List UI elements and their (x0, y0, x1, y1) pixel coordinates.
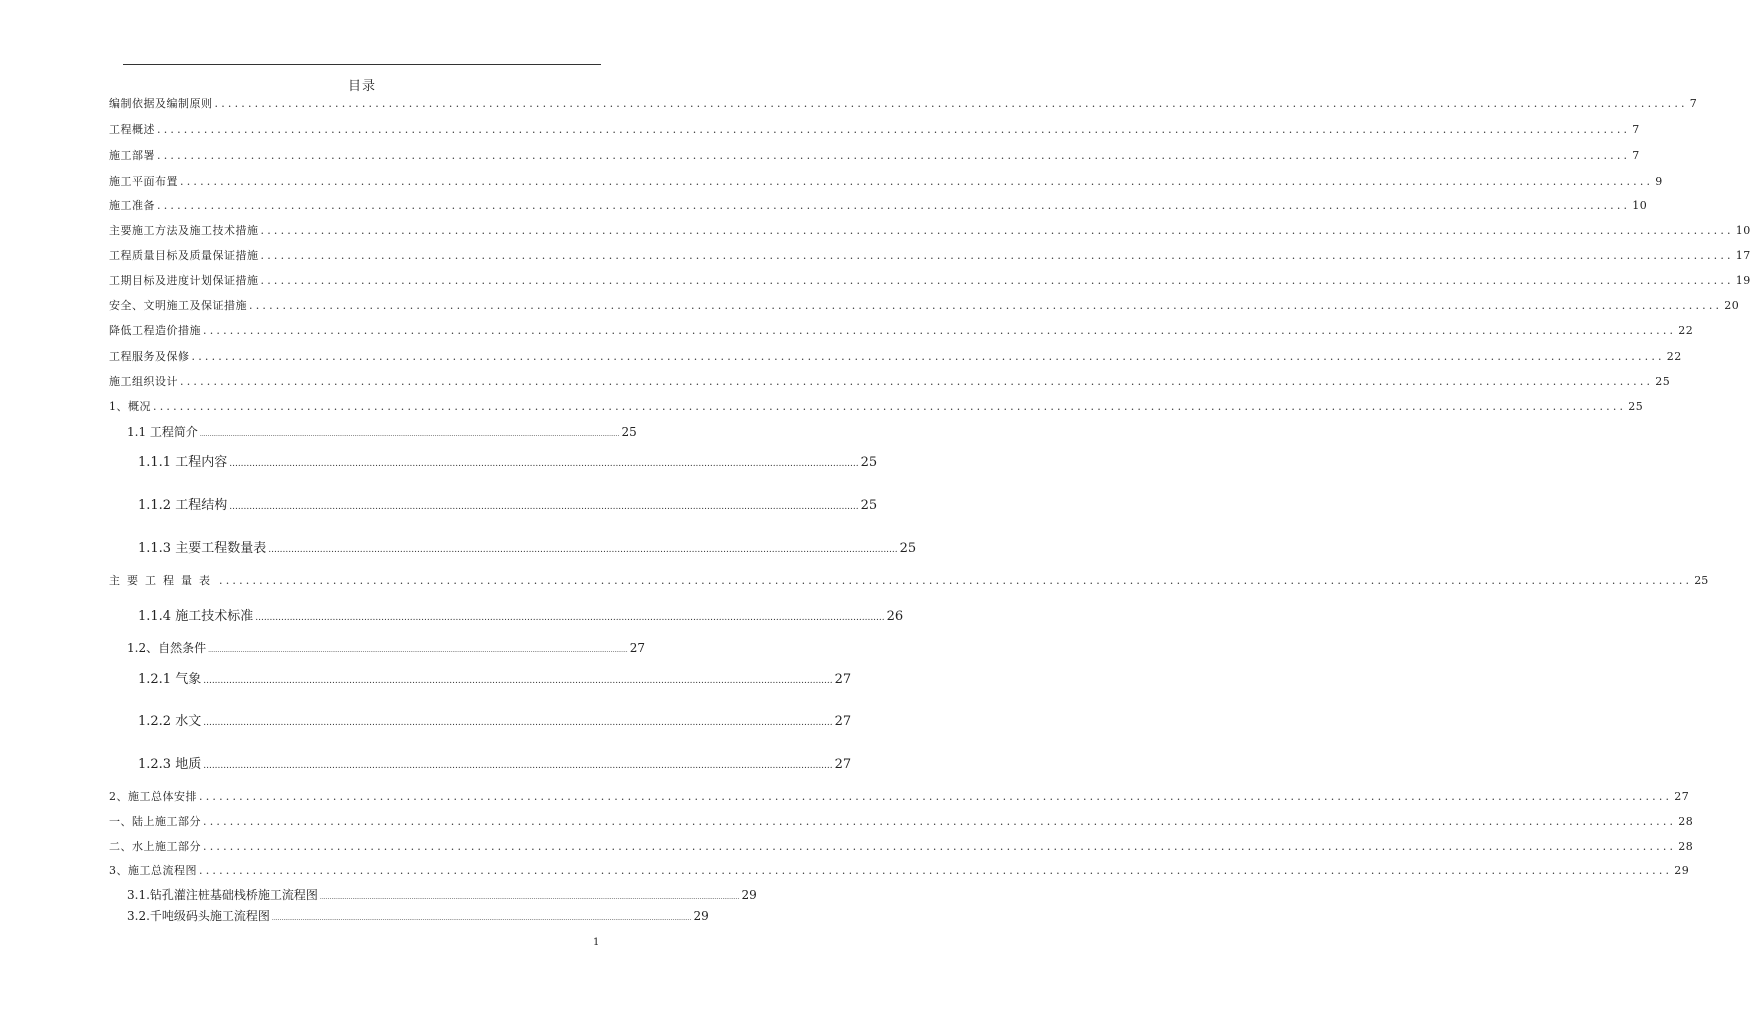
toc-leader: ............................................................................................................................................................................................................................ (208, 647, 628, 654)
toc-leader: ............................................................................................................................................................................................................................ (203, 718, 833, 728)
toc-leader: ............................................................................................................................................................................................................................ (203, 840, 1677, 853)
toc-leader: ............................................................................................................................................................................................................................ (199, 790, 1673, 803)
toc-entry-page: 27 (834, 672, 852, 687)
toc-entry-text: 施工组织设计 (109, 375, 178, 388)
toc-entry-page: 25 (1694, 574, 1709, 587)
toc-leader: ............................................................................................................................................................................................................................ (199, 431, 620, 438)
toc-entry-text: 1.1.3 主要工程数量表 (138, 541, 267, 556)
toc-entry-page: 26 (886, 609, 904, 624)
toc-entry-page: 25 (621, 425, 637, 439)
toc-leader: ............................................................................................................................................................................................................................ (255, 613, 885, 623)
toc-entry-text: 一、陆上施工部分 (109, 815, 201, 828)
toc-entry[interactable] (109, 272, 1751, 288)
toc-leader: ............................................................................................................................................................................................................................ (268, 545, 898, 555)
toc-entry-text: 1.2.3 地质 (138, 757, 202, 772)
toc-title: 目录 (347, 79, 376, 94)
toc-leader: ............................................................................................................................................................................................................................ (157, 123, 1631, 136)
toc-entry-page: 29 (693, 909, 709, 923)
toc-entry-text: 降低工程造价措施 (109, 324, 201, 337)
toc-entry[interactable] (109, 373, 1671, 389)
toc-entry-text: 1.2.2 水文 (138, 714, 202, 729)
toc-entry-text: 1.1.4 施工技术标准 (138, 609, 254, 624)
toc-entry[interactable] (127, 886, 757, 903)
toc-entry[interactable] (127, 423, 637, 440)
toc-entry[interactable] (109, 838, 1694, 854)
toc-entry-page: 7 (1689, 97, 1698, 110)
toc-entry-text: 施工准备 (109, 199, 155, 212)
toc-entry[interactable] (127, 639, 645, 656)
toc-entry[interactable] (109, 173, 1663, 189)
toc-entry-page: 27 (1674, 790, 1690, 803)
toc-entry-text: 主要工程量表 (109, 574, 217, 587)
toc-entry[interactable] (109, 322, 1694, 338)
toc-entry-page: 25 (860, 455, 878, 470)
toc-entry[interactable] (138, 537, 917, 556)
toc-entry-text: 3、施工总流程图 (109, 864, 197, 877)
toc-leader: ............................................................................................................................................................................................................................ (260, 249, 1734, 262)
toc-leader: ............................................................................................................................................................................................................................ (180, 175, 1654, 188)
toc-entry[interactable] (138, 710, 852, 729)
toc-leader: ............................................................................................................................................................................................................................ (260, 274, 1734, 287)
toc-entry-page: 25 (899, 541, 917, 556)
toc-leader: ............................................................................................................................................................................................................................ (199, 864, 1673, 877)
toc-entry[interactable] (109, 348, 1682, 364)
toc-entry-text: 3.2.千吨级码头施工流程图 (127, 909, 270, 923)
toc-entry-page: 27 (834, 714, 852, 729)
header-rule (123, 64, 601, 65)
toc-entry-page: 29 (1674, 864, 1690, 877)
toc-entry-text: 安全、文明施工及保证措施 (109, 299, 247, 312)
toc-entry[interactable] (138, 753, 852, 772)
toc-entry[interactable] (109, 813, 1694, 829)
toc-leader: ............................................................................................................................................................................................................................ (153, 400, 1627, 413)
toc-entry[interactable] (138, 451, 878, 470)
toc-entry-page: 20 (1724, 299, 1740, 312)
toc-entry-text: 工程概述 (109, 123, 155, 136)
toc-entry[interactable] (109, 147, 1640, 163)
toc-entry-text: 2、施工总体安排 (109, 790, 197, 803)
toc-entry-text: 二、水上施工部分 (109, 840, 201, 853)
toc-entry-text: 施工平面布置 (109, 175, 178, 188)
toc-entry-page: 25 (1628, 400, 1644, 413)
toc-leader: ............................................................................................................................................................................................................................ (191, 350, 1665, 363)
toc-entry-page: 22 (1666, 350, 1682, 363)
toc-entry[interactable] (109, 398, 1644, 414)
toc-entry-text: 编制依据及编制原则 (109, 97, 213, 110)
toc-entry-text: 1.2、自然条件 (127, 641, 207, 655)
toc-entry-text: 1、概况 (109, 400, 151, 413)
toc-entry[interactable] (138, 605, 904, 624)
toc-entry-page: 17 (1735, 249, 1751, 262)
toc-leader: ............................................................................................................................................................................................................................ (203, 815, 1677, 828)
toc-entry-page: 29 (741, 888, 757, 902)
toc-entry-page: 22 (1678, 324, 1694, 337)
toc-leader: ............................................................................................................................................................................................................................ (180, 375, 1654, 388)
toc-leader: ............................................................................................................................................................................................................................ (229, 459, 859, 469)
toc-entry[interactable] (109, 297, 1740, 313)
toc-entry-text: 工期目标及进度计划保证措施 (109, 274, 259, 287)
toc-entry-text: 工程服务及保修 (109, 350, 190, 363)
toc-leader: ............................................................................................................................................................................................................................ (319, 894, 740, 901)
toc-leader: ............................................................................................................................................................................................................................ (157, 199, 1631, 212)
toc-entry-page: 9 (1655, 175, 1663, 188)
toc-entry[interactable] (138, 668, 852, 687)
toc-entry-page: 25 (860, 498, 878, 513)
toc-leader: ............................................................................................................................................................................................................................ (157, 149, 1631, 162)
toc-entry-text: 1.2.1 气象 (138, 672, 202, 687)
toc-entry[interactable] (109, 247, 1751, 263)
toc-entry[interactable] (109, 572, 1709, 588)
toc-leader: ............................................................................................................................................................................................................................ (249, 299, 1723, 312)
toc-entry-text: 工程质量目标及质量保证措施 (109, 249, 259, 262)
page-number: 1 (593, 937, 600, 948)
toc-entry-text: 3.1.钻孔灌注桩基础栈桥施工流程图 (127, 888, 318, 902)
toc-entry-page: 27 (834, 757, 852, 772)
toc-entry-page: 28 (1678, 840, 1694, 853)
toc-entry[interactable] (138, 494, 878, 513)
toc-entry-text: 施工部署 (109, 149, 155, 162)
toc-leader: ............................................................................................................................................................................................................................ (229, 502, 859, 512)
toc-entry-text: 1.1.1 工程内容 (138, 455, 228, 470)
toc-entry-text: 1.1.2 工程结构 (138, 498, 228, 513)
toc-entry[interactable] (109, 121, 1640, 137)
toc-entry-page: 7 (1632, 149, 1640, 162)
toc-entry[interactable] (109, 862, 1690, 878)
toc-entry-page: 7 (1632, 123, 1640, 136)
toc-entry-text: 1.1 工程简介 (127, 425, 198, 439)
toc-leader: ............................................................................................................................................................................................................................ (271, 915, 692, 922)
toc-entry[interactable] (109, 788, 1690, 804)
toc-entry-text: 主要施工方法及施工技术措施 (109, 224, 259, 237)
toc-leader: ............................................................................................................................................................................................................................ (203, 761, 833, 771)
toc-entry-page: 19 (1735, 274, 1751, 287)
toc-leader: ............................................................................................................................................................................................................................ (260, 224, 1734, 237)
toc-entry-page: 10 (1632, 199, 1648, 212)
toc-leader: ............................................................................................................................................................................................................................ (203, 324, 1677, 337)
toc-leader: ............................................................................................................................................................................................................................ (203, 676, 833, 686)
toc-entry-page: 10 (1735, 224, 1751, 237)
toc-entry-page: 28 (1678, 815, 1694, 828)
toc-entry[interactable] (109, 95, 1698, 111)
toc-entry[interactable] (109, 222, 1751, 238)
toc-entry[interactable] (127, 907, 709, 924)
toc-entry-page: 27 (629, 641, 645, 655)
toc-entry[interactable] (109, 197, 1648, 213)
toc-leader: ............................................................................................................................................................................................................................ (219, 574, 1693, 587)
toc-leader: ............................................................................................................................................................................................................................ (214, 97, 1688, 110)
toc-entry-page: 25 (1655, 375, 1671, 388)
